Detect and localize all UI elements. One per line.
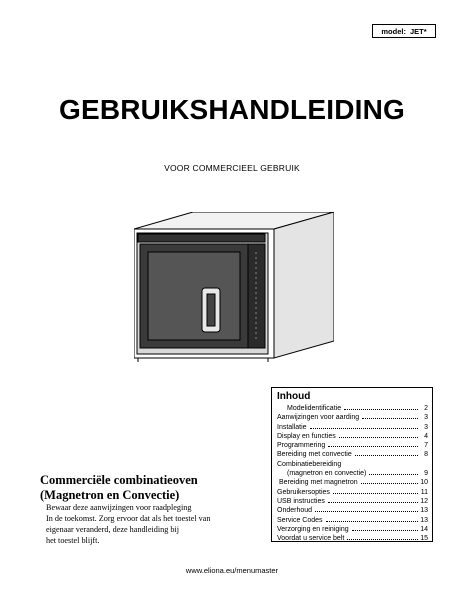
toc-title: Inhoud bbox=[277, 391, 311, 402]
desc-line: In de toekomst. Zorg ervoor dat als het toestel van bbox=[46, 514, 211, 523]
toc-item[interactable]: Bereiding met magnetron 10 bbox=[279, 479, 428, 487]
page-title: GEBRUIKSHANDLEIDING bbox=[58, 94, 406, 125]
product-description bbox=[46, 502, 276, 546]
toc-item[interactable]: Gebruikersopties 11 bbox=[277, 488, 428, 496]
model-value: JET* bbox=[409, 26, 427, 36]
product-heading-line2: (Magnetron en Convectie) bbox=[40, 488, 180, 502]
footer-url[interactable]: www.eliona.eu/menumaster bbox=[185, 566, 279, 575]
model-label: model: bbox=[381, 26, 406, 36]
toc-item[interactable]: Service Codes 13 bbox=[277, 516, 428, 524]
table-of-contents bbox=[271, 387, 433, 542]
toc-item[interactable]: Voordat u service belt 15 bbox=[277, 535, 428, 543]
oven-illustration bbox=[134, 212, 334, 362]
desc-line: eigenaar veranderd, deze handleiding bij bbox=[46, 525, 179, 534]
page-subtitle: VOOR COMMERCIEEL GEBRUIK bbox=[164, 163, 300, 173]
toc-item[interactable]: Verzorging en reiniging 14 bbox=[277, 525, 428, 533]
product-heading bbox=[40, 473, 198, 503]
toc-item[interactable]: Combinatiebereiding bbox=[277, 460, 342, 468]
toc-item[interactable]: Modelidentificatie 2 bbox=[287, 405, 428, 412]
toc-item[interactable]: Onderhoud 13 bbox=[277, 507, 428, 515]
toc-item[interactable]: Bereiding met convectie 8 bbox=[277, 451, 428, 459]
desc-line: het toestel blijft. bbox=[46, 536, 100, 545]
toc-item[interactable]: USB instructies 12 bbox=[277, 497, 428, 505]
toc-item[interactable]: Programmering 7 bbox=[277, 442, 428, 450]
product-heading-line1: Commerciële combinatieoven bbox=[40, 473, 198, 487]
toc-item[interactable]: Display en functies 4 bbox=[277, 432, 428, 440]
toc-item[interactable]: Aanwijzingen voor aarding 3 bbox=[277, 414, 428, 422]
model-box bbox=[372, 24, 436, 38]
desc-line: Bewaar deze aanwijzingen voor raadpleging bbox=[46, 503, 192, 512]
toc-item[interactable]: Installatie 3 bbox=[277, 423, 428, 431]
toc-item[interactable]: (magnetron en convectie) 9 bbox=[287, 470, 428, 478]
